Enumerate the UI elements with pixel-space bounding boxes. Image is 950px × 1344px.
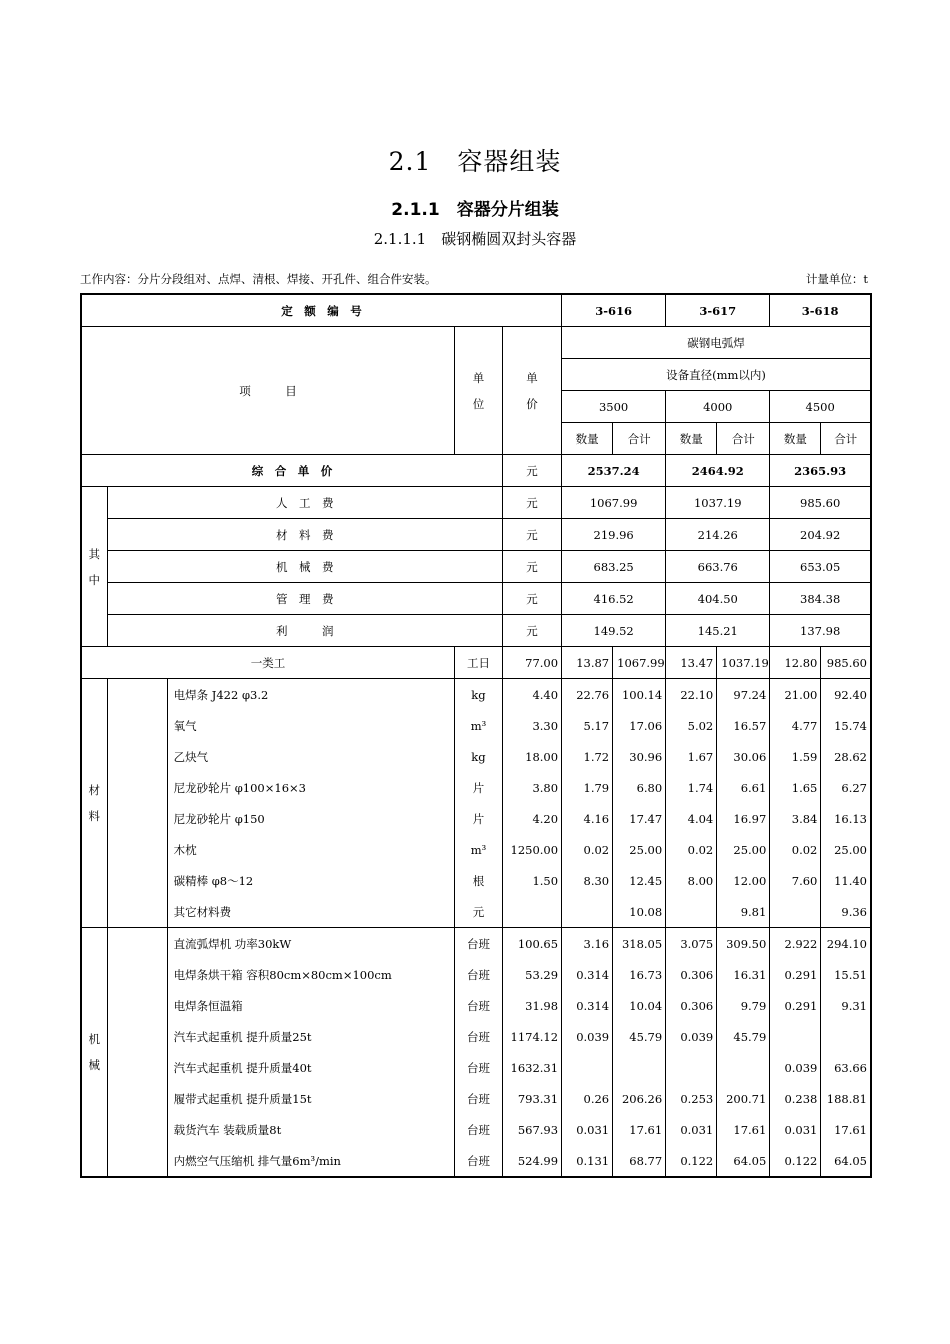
material-name: 电焊条 J422 φ3.2: [167, 679, 454, 711]
machinery-cell: 0.039: [666, 1021, 717, 1052]
material-cell: 6.27: [821, 772, 871, 803]
labor-unit: 工日: [454, 647, 502, 679]
material-cell: 8.30: [562, 865, 613, 896]
machinery-cell: 3.16: [562, 928, 613, 960]
cost-value: 653.05: [770, 551, 871, 583]
machinery-cell: 309.50: [717, 928, 770, 960]
summary-label: 综 合 单 价: [81, 455, 503, 487]
qty-header: 数量: [666, 423, 717, 455]
material-cell: 92.40: [821, 679, 871, 711]
unit-header-2: 位: [472, 396, 485, 411]
work-content: 工作内容：分片分段组对、点焊、清根、焊接、开孔件、组合件安装。: [80, 272, 437, 286]
material-cell: [666, 896, 717, 928]
material-name: 乙炔气: [167, 741, 454, 772]
machinery-name: 履带式起重机 提升质量15t: [167, 1083, 454, 1114]
machinery-cell: [562, 1052, 613, 1083]
material-cell: 7.60: [770, 865, 821, 896]
material-cell: 97.24: [717, 679, 770, 711]
material-row: [81, 679, 871, 711]
machinery-cell: 0.031: [666, 1114, 717, 1145]
material-cell: 4.04: [666, 803, 717, 834]
material-cell: 1.72: [562, 741, 613, 772]
page-title: 2.1 容器组装: [388, 147, 562, 176]
material-price: 1.50: [503, 865, 562, 896]
quota-code: 3-616: [562, 294, 666, 327]
material-cell: 15.74: [821, 710, 871, 741]
machinery-name: 汽车式起重机 提升质量40t: [167, 1052, 454, 1083]
material-cell: 1.65: [770, 772, 821, 803]
subsection-title: 2.1.1.1 碳钢椭圆双封头容器: [373, 230, 577, 248]
cost-name: 管 理 费: [107, 583, 502, 615]
labor-cell: 985.60: [821, 647, 871, 679]
machinery-cell: 16.31: [717, 959, 770, 990]
material-unit: 根: [454, 865, 502, 896]
machinery-name: 载货汽车 装载质量8t: [167, 1114, 454, 1145]
cost-unit: 元: [503, 519, 562, 551]
qizhong-label: [81, 487, 107, 647]
material-cell: 6.61: [717, 772, 770, 803]
machinery-cell: 0.122: [666, 1145, 717, 1177]
cost-value: 137.98: [770, 615, 871, 647]
labor-cell: 13.87: [562, 647, 613, 679]
material-price: 4.40: [503, 679, 562, 711]
machinery-row: [81, 959, 871, 990]
method-header: 碳钢电弧焊: [562, 327, 871, 359]
material-cell: 0.02: [666, 834, 717, 865]
machinery-cell: 0.291: [770, 959, 821, 990]
machinery-cell: 3.075: [666, 928, 717, 960]
machinery-cell: 17.61: [613, 1114, 666, 1145]
summary-unit: 元: [503, 455, 562, 487]
material-price: [503, 896, 562, 928]
labor-name: 一类工: [81, 647, 454, 679]
material-unit: m³: [454, 710, 502, 741]
machinery-cell: [717, 1052, 770, 1083]
machinery-price: 100.65: [503, 928, 562, 960]
material-cell: 16.97: [717, 803, 770, 834]
material-cell: 21.00: [770, 679, 821, 711]
machinery-unit: 台班: [454, 990, 502, 1021]
qty-header: 数量: [770, 423, 821, 455]
material-cell: 28.62: [821, 741, 871, 772]
material-cell: 1.74: [666, 772, 717, 803]
machinery-cell: 15.51: [821, 959, 871, 990]
machinery-price: 31.98: [503, 990, 562, 1021]
material-unit: 元: [454, 896, 502, 928]
material-name: 木枕: [167, 834, 454, 865]
machinery-cell: 64.05: [717, 1145, 770, 1177]
qizhong-label-1: 其: [88, 546, 101, 561]
machinery-cell: 0.253: [666, 1083, 717, 1114]
machinery-spacer: [107, 928, 167, 1178]
price-header-2: 价: [526, 396, 538, 411]
machinery-cell: 0.031: [770, 1114, 821, 1145]
machinery-cell: 0.306: [666, 990, 717, 1021]
machinery-label: [81, 928, 107, 1178]
machinery-label-1: 机: [88, 1032, 101, 1046]
machinery-cell: 0.26: [562, 1083, 613, 1114]
cost-value: 1067.99: [562, 487, 666, 519]
machinery-unit: 台班: [454, 1052, 502, 1083]
material-price: 3.80: [503, 772, 562, 803]
material-price: 4.20: [503, 803, 562, 834]
material-cell: [562, 896, 613, 928]
material-row: [81, 710, 871, 741]
material-unit: 片: [454, 772, 502, 803]
material-cell: 30.96: [613, 741, 666, 772]
cost-name: 人 工 费: [107, 487, 502, 519]
cost-value: 404.50: [666, 583, 770, 615]
material-cell: 12.45: [613, 865, 666, 896]
machinery-unit: 台班: [454, 1083, 502, 1114]
machinery-row: [81, 1052, 871, 1083]
machinery-cell: 188.81: [821, 1083, 871, 1114]
quota-no-label: 定 额 编 号: [81, 294, 562, 327]
machinery-cell: 294.10: [821, 928, 871, 960]
labor-cell: 13.47: [666, 647, 717, 679]
material-name: 氧气: [167, 710, 454, 741]
quota-table: [80, 293, 872, 1178]
cost-name: 材 料 费: [107, 519, 502, 551]
cost-unit: 元: [503, 487, 562, 519]
machinery-cell: 0.122: [770, 1145, 821, 1177]
material-row: [81, 741, 871, 772]
machinery-cell: 0.039: [770, 1052, 821, 1083]
machinery-cell: 0.031: [562, 1114, 613, 1145]
machinery-name: 汽车式起重机 提升质量25t: [167, 1021, 454, 1052]
material-cell: 25.00: [821, 834, 871, 865]
machinery-cell: 64.05: [821, 1145, 871, 1177]
machinery-cell: 63.66: [821, 1052, 871, 1083]
cost-value: 416.52: [562, 583, 666, 615]
cost-value: 214.26: [666, 519, 770, 551]
machinery-cell: 0.039: [562, 1021, 613, 1052]
machinery-unit: 台班: [454, 959, 502, 990]
material-name: 碳精棒 φ8～12: [167, 865, 454, 896]
machinery-cell: 17.61: [717, 1114, 770, 1145]
material-cell: 9.36: [821, 896, 871, 928]
machinery-unit: 台班: [454, 928, 502, 960]
measure-unit: 计量单位：t: [805, 272, 868, 286]
material-row: [81, 834, 871, 865]
material-label: [81, 679, 107, 928]
material-label-2: 料: [88, 809, 101, 823]
machinery-row: [81, 928, 871, 960]
machinery-unit: 台班: [454, 1145, 502, 1177]
material-cell: 5.02: [666, 710, 717, 741]
machinery-name: 电焊条烘干箱 容积80cm×80cm×100cm: [167, 959, 454, 990]
material-price: 3.30: [503, 710, 562, 741]
machinery-cell: 9.31: [821, 990, 871, 1021]
cost-value: 219.96: [562, 519, 666, 551]
machinery-cell: 0.314: [562, 990, 613, 1021]
machinery-price: 524.99: [503, 1145, 562, 1177]
material-cell: 9.81: [717, 896, 770, 928]
total-header: 合计: [717, 423, 770, 455]
machinery-unit: 台班: [454, 1021, 502, 1052]
material-cell: 17.06: [613, 710, 666, 741]
machinery-row: [81, 1114, 871, 1145]
material-cell: 22.10: [666, 679, 717, 711]
material-row: [81, 803, 871, 834]
summary-value: 2365.93: [770, 455, 871, 487]
diameter-value: 3500: [562, 391, 666, 423]
material-unit: m³: [454, 834, 502, 865]
material-cell: 3.84: [770, 803, 821, 834]
material-price: 18.00: [503, 741, 562, 772]
price-header-1: 单: [526, 370, 538, 385]
machinery-cell: [666, 1052, 717, 1083]
material-row: [81, 865, 871, 896]
cost-name: 机 械 费: [107, 551, 502, 583]
cost-value: 204.92: [770, 519, 871, 551]
machinery-cell: 45.79: [717, 1021, 770, 1052]
cost-value: 145.21: [666, 615, 770, 647]
material-label-1: 材: [88, 783, 101, 797]
machinery-row: [81, 1145, 871, 1177]
price-header: [503, 327, 562, 455]
labor-price: 77.00: [503, 647, 562, 679]
machinery-cell: 0.131: [562, 1145, 613, 1177]
quota-code: 3-617: [666, 294, 770, 327]
machinery-name: 内燃空气压缩机 排气量6m³/min: [167, 1145, 454, 1177]
machinery-cell: [613, 1052, 666, 1083]
machinery-cell: 10.04: [613, 990, 666, 1021]
cost-unit: 元: [503, 551, 562, 583]
material-spacer: [107, 679, 167, 928]
machinery-cell: 0.314: [562, 959, 613, 990]
machinery-cell: 2.922: [770, 928, 821, 960]
material-row: [81, 772, 871, 803]
qty-header: 数量: [562, 423, 613, 455]
labor-cell: 1037.19: [717, 647, 770, 679]
cost-value: 384.38: [770, 583, 871, 615]
machinery-cell: [821, 1021, 871, 1052]
machinery-price: 567.93: [503, 1114, 562, 1145]
material-cell: [770, 896, 821, 928]
material-cell: 16.13: [821, 803, 871, 834]
section-title: 2.1.1 容器分片组装: [391, 200, 559, 220]
unit-header-1: 单: [472, 370, 485, 385]
material-price: 1250.00: [503, 834, 562, 865]
machinery-price: 1632.31: [503, 1052, 562, 1083]
machinery-cell: 45.79: [613, 1021, 666, 1052]
diameter-header: 设备直径(mm以内): [562, 359, 871, 391]
cost-value: 149.52: [562, 615, 666, 647]
material-cell: 22.76: [562, 679, 613, 711]
quota-code: 3-618: [770, 294, 871, 327]
material-cell: 0.02: [770, 834, 821, 865]
machinery-cell: 318.05: [613, 928, 666, 960]
material-unit: kg: [454, 679, 502, 711]
machinery-cell: 200.71: [717, 1083, 770, 1114]
material-cell: 10.08: [613, 896, 666, 928]
material-cell: 1.59: [770, 741, 821, 772]
machinery-cell: [770, 1021, 821, 1052]
material-cell: 8.00: [666, 865, 717, 896]
machinery-name: 电焊条恒温箱: [167, 990, 454, 1021]
material-cell: 6.80: [613, 772, 666, 803]
material-name: 尼龙砂轮片 φ150: [167, 803, 454, 834]
material-cell: 16.57: [717, 710, 770, 741]
total-header: 合计: [613, 423, 666, 455]
machinery-price: 1174.12: [503, 1021, 562, 1052]
machinery-name: 直流弧焊机 功率30kW: [167, 928, 454, 960]
diameter-value: 4000: [666, 391, 770, 423]
machinery-cell: 68.77: [613, 1145, 666, 1177]
material-cell: 4.16: [562, 803, 613, 834]
machinery-price: 793.31: [503, 1083, 562, 1114]
material-name: 其它材料费: [167, 896, 454, 928]
machinery-cell: 0.238: [770, 1083, 821, 1114]
machinery-price: 53.29: [503, 959, 562, 990]
summary-value: 2464.92: [666, 455, 770, 487]
qizhong-label-2: 中: [88, 572, 101, 587]
material-cell: 12.00: [717, 865, 770, 896]
machinery-label-2: 械: [88, 1058, 101, 1072]
material-cell: 1.67: [666, 741, 717, 772]
machinery-unit: 台班: [454, 1114, 502, 1145]
cost-value: 683.25: [562, 551, 666, 583]
cost-unit: 元: [503, 615, 562, 647]
machinery-cell: 206.26: [613, 1083, 666, 1114]
summary-value: 2537.24: [562, 455, 666, 487]
machinery-row: [81, 1083, 871, 1114]
machinery-cell: 17.61: [821, 1114, 871, 1145]
material-cell: 30.06: [717, 741, 770, 772]
total-header: 合计: [821, 423, 871, 455]
cost-value: 1037.19: [666, 487, 770, 519]
material-row: [81, 896, 871, 928]
material-cell: 17.47: [613, 803, 666, 834]
labor-cell: 12.80: [770, 647, 821, 679]
material-cell: 25.00: [717, 834, 770, 865]
material-cell: 25.00: [613, 834, 666, 865]
cost-value: 663.76: [666, 551, 770, 583]
cost-name: 利 润: [107, 615, 502, 647]
material-cell: 11.40: [821, 865, 871, 896]
material-cell: 100.14: [613, 679, 666, 711]
item-label: 项 目: [81, 327, 454, 455]
machinery-cell: 0.306: [666, 959, 717, 990]
material-name: 尼龙砂轮片 φ100×16×3: [167, 772, 454, 803]
machinery-cell: 0.291: [770, 990, 821, 1021]
machinery-row: [81, 1021, 871, 1052]
machinery-cell: 16.73: [613, 959, 666, 990]
material-cell: 0.02: [562, 834, 613, 865]
labor-cell: 1067.99: [613, 647, 666, 679]
cost-unit: 元: [503, 583, 562, 615]
diameter-value: 4500: [770, 391, 871, 423]
material-cell: 1.79: [562, 772, 613, 803]
material-cell: 5.17: [562, 710, 613, 741]
machinery-cell: 9.79: [717, 990, 770, 1021]
material-cell: 4.77: [770, 710, 821, 741]
material-unit: 片: [454, 803, 502, 834]
cost-value: 985.60: [770, 487, 871, 519]
machinery-row: [81, 990, 871, 1021]
unit-header: [454, 327, 502, 455]
material-unit: kg: [454, 741, 502, 772]
